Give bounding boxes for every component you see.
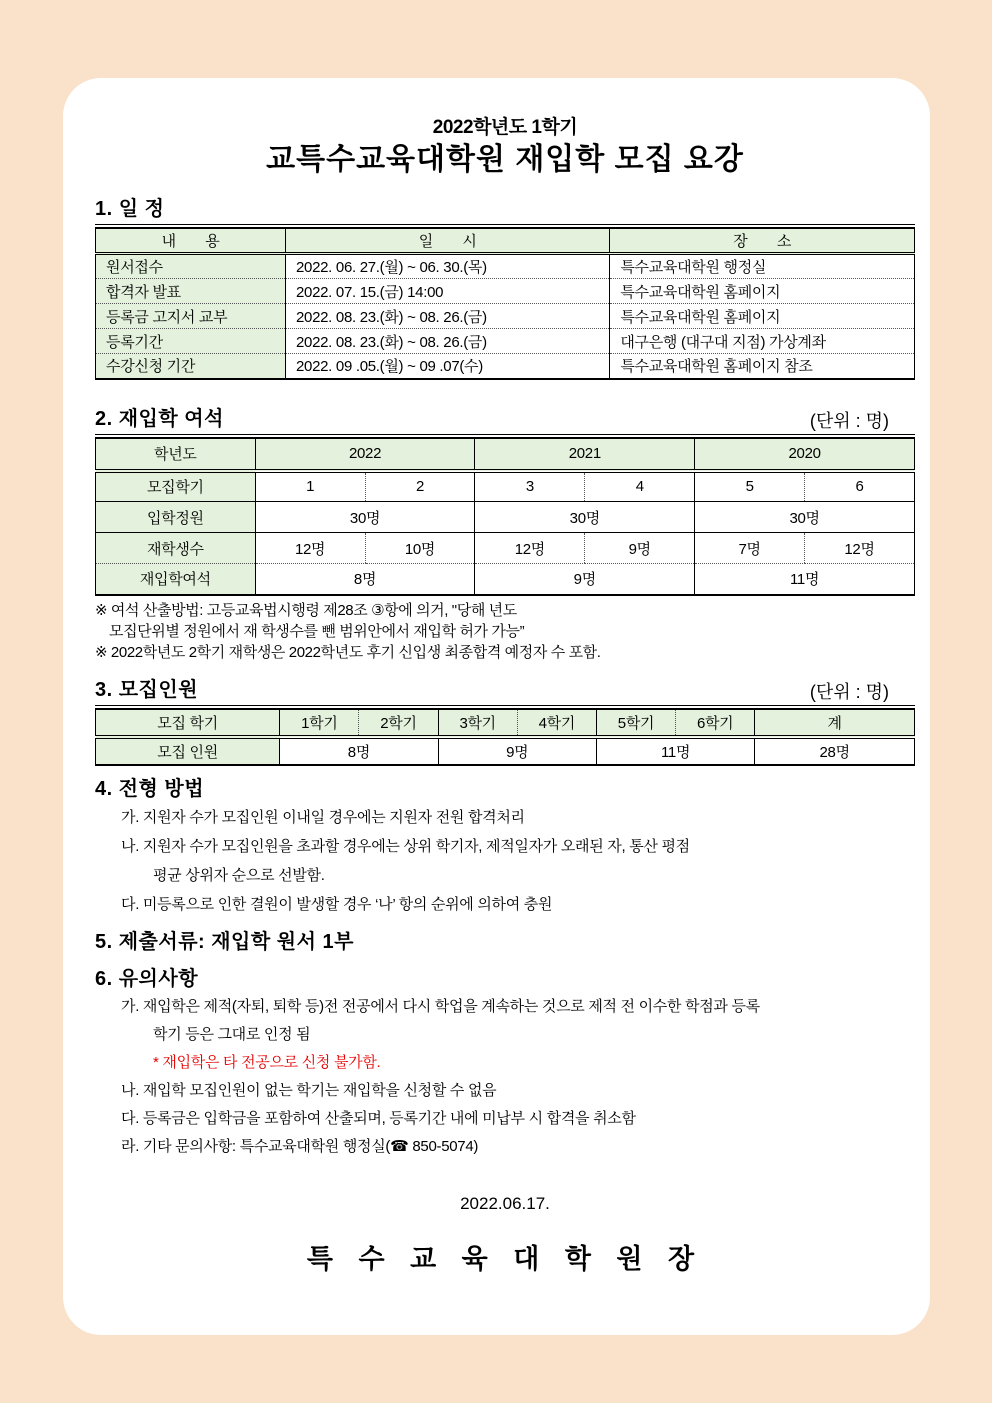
recruit-semester-cell: 2학기 — [359, 709, 438, 737]
vacancy-quota-row — [96, 502, 915, 533]
table-row — [96, 254, 915, 279]
section2-unit: (단위 : 명) — [809, 410, 889, 431]
recruit-table — [95, 708, 915, 766]
schedule-item-place: 특수교육대학원 홈페이지 — [610, 304, 915, 329]
method-item: 가. 지원자 수가 모집인원 이내일 경우에는 지원자 전원 합격처리 — [121, 808, 525, 826]
section2-title: 2. 재입학 여석 — [95, 407, 224, 430]
vacancy-year-2022: 2022 — [255, 438, 475, 471]
semester-cell: 6 — [805, 471, 915, 502]
section3-title: 3. 모집인원 — [95, 678, 199, 701]
signature-dean: 특 수 교 육 대 학 원 장 — [306, 1243, 704, 1274]
document-header — [95, 116, 915, 180]
recruit-semester-label: 모집 학기 — [96, 709, 280, 737]
table-row — [96, 354, 915, 379]
vacancy-notes — [95, 600, 915, 663]
note-line: ※ 여석 산출방법: 고등교육법시행령 제28조 ③항에 의거, "당해 년도 — [95, 601, 517, 619]
schedule-header-row — [96, 228, 915, 254]
enrolled-cell: 12명 — [255, 533, 365, 564]
recruit-semester-cell: 6학기 — [676, 709, 755, 737]
vacancy-semester-row — [96, 471, 915, 502]
quota-cell: 30명 — [695, 502, 915, 533]
caution-item-continued: 학기 등은 그대로 인정 됨 — [153, 1025, 311, 1043]
schedule-item-place: 특수교육대학원 홈페이지 — [610, 279, 915, 304]
section2-heading — [95, 406, 915, 435]
semester-cell: 2 — [365, 471, 475, 502]
caution-item: 라. 기타 문의사항: 특수교육대학원 행정실(☎ 850-5074) — [121, 1137, 479, 1155]
schedule-item-place: 특수교육대학원 홈페이지 참조 — [610, 354, 915, 379]
recruit-header-row — [96, 709, 915, 737]
schedule-col-place: 장 소 — [610, 228, 915, 254]
enrolled-cell: 7명 — [695, 533, 805, 564]
vacancy-cell: 9명 — [475, 564, 695, 595]
vacancy-year-label: 학년도 — [96, 438, 256, 471]
document-subtitle: 2022학년도 1학기 — [432, 117, 578, 138]
section5-title: 5. 제출서류: 재입학 원서 1부 — [95, 930, 354, 953]
enrolled-cell: 10명 — [365, 533, 475, 564]
schedule-col-content: 내 용 — [96, 228, 286, 254]
vacancy-year-row — [96, 438, 915, 471]
quota-cell: 30명 — [475, 502, 695, 533]
table-row — [96, 329, 915, 354]
section3-heading — [95, 677, 915, 706]
recruit-semester-cell: 3학기 — [438, 709, 517, 737]
caution-item-red-note: * 재입학은 타 전공으로 신청 불가함. — [153, 1053, 381, 1071]
schedule-item-label: 원서접수 — [96, 254, 286, 279]
semester-cell: 5 — [695, 471, 805, 502]
caution-item: 다. 등록금은 입학금을 포함하여 산출되며, 등록기간 내에 미납부 시 합격을 취소함 — [121, 1109, 636, 1127]
vacancy-year-2021: 2021 — [475, 438, 695, 471]
count-cell: 9명 — [438, 737, 596, 765]
schedule-item-label: 등록기간 — [96, 329, 286, 354]
vacancy-semester-label: 모집학기 — [96, 471, 256, 502]
enrolled-cell: 12명 — [475, 533, 585, 564]
vacancy-quota-label: 입학정원 — [96, 502, 256, 533]
caution-item: 가. 재입학은 제적(자퇴, 퇴학 등)전 전공에서 다시 학업을 계속하는 것으로 제적 전 이수한 학점과 등록 — [121, 997, 760, 1015]
schedule-item-label: 수강신청 기간 — [96, 354, 286, 379]
schedule-item-place: 대구은행 (대구대 지점) 가상계좌 — [610, 329, 915, 354]
method-item: 다. 미등록으로 인한 결원이 발생할 경우 ‘나’ 항의 순위에 의하여 충원 — [121, 895, 553, 913]
recruit-count-row — [96, 737, 915, 765]
vacancy-vacancy-label: 재입학여석 — [96, 564, 256, 595]
enrolled-cell: 9명 — [585, 533, 695, 564]
semester-cell: 4 — [585, 471, 695, 502]
vacancy-year-2020: 2020 — [695, 438, 915, 471]
schedule-item-label: 합격자 발표 — [96, 279, 286, 304]
table-row — [96, 304, 915, 329]
note-line: 모집단위별 정원에서 재 학생수를 뺀 범위안에서 재입학 허가 가능” — [109, 622, 525, 640]
schedule-item-datetime: 2022. 09 .05.(월) ~ 09 .07(수) — [286, 354, 610, 379]
quota-cell: 30명 — [255, 502, 475, 533]
document-title: 교특수교육대학원 재입학 모집 요강 — [266, 143, 744, 176]
section6 — [95, 966, 915, 1161]
vacancy-cell: 11명 — [695, 564, 915, 595]
section4-title: 4. 전형 방법 — [95, 777, 205, 800]
recruit-count-label: 모집 인원 — [96, 737, 280, 765]
vacancy-table — [95, 437, 915, 596]
vacancy-enrolled-row — [96, 533, 915, 564]
caution-item: 나. 재입학 모집인원이 없는 학기는 재입학을 신청할 수 없음 — [121, 1081, 497, 1099]
semester-cell: 1 — [255, 471, 365, 502]
issue-date: 2022.06.17. — [460, 1193, 550, 1213]
schedule-item-datetime: 2022. 08. 23.(화) ~ 08. 26.(금) — [286, 304, 610, 329]
note-line: ※ 2022학년도 2학기 재학생은 2022학년도 후기 신입생 최종합격 예정자 수 포함. — [95, 643, 601, 661]
vacancy-cell: 8명 — [255, 564, 475, 595]
count-cell: 11명 — [596, 737, 754, 765]
recruit-total-label: 계 — [755, 709, 915, 737]
semester-cell: 3 — [475, 471, 585, 502]
recruit-semester-cell: 4학기 — [517, 709, 596, 737]
recruit-semester-cell: 1학기 — [280, 709, 359, 737]
schedule-item-datetime: 2022. 08. 23.(화) ~ 08. 26.(금) — [286, 329, 610, 354]
table-row — [96, 279, 915, 304]
schedule-item-place: 특수교육대학원 행정실 — [610, 254, 915, 279]
recruit-semester-cell: 5학기 — [596, 709, 675, 737]
schedule-item-datetime: 2022. 07. 15.(금) 14:00 — [286, 279, 610, 304]
schedule-col-datetime: 일 시 — [286, 228, 610, 254]
enrolled-cell: 12명 — [805, 533, 915, 564]
method-item: 나. 지원자 수가 모집인원을 초과할 경우에는 상위 학기자, 제적일자가 오래된 자, 통산 평점 — [121, 837, 690, 855]
section1-title: 1. 일 정 — [95, 198, 165, 220]
schedule-item-datetime: 2022. 06. 27.(월) ~ 06. 30.(목) — [286, 254, 610, 279]
count-total-cell: 28명 — [755, 737, 915, 765]
vacancy-enrolled-label: 재학생수 — [96, 533, 256, 564]
section4 — [95, 776, 915, 919]
section5 — [95, 929, 915, 956]
schedule-table — [95, 227, 915, 380]
section6-title: 6. 유의사항 — [95, 967, 199, 990]
vacancy-vacancy-row — [96, 564, 915, 595]
section1-heading — [95, 196, 915, 225]
document-card — [63, 78, 930, 1335]
section3-unit: (단위 : 명) — [809, 681, 889, 702]
method-item-continued: 평균 상위자 순으로 선발함. — [153, 866, 325, 884]
schedule-item-label: 등록금 고지서 교부 — [96, 304, 286, 329]
count-cell: 8명 — [280, 737, 438, 765]
